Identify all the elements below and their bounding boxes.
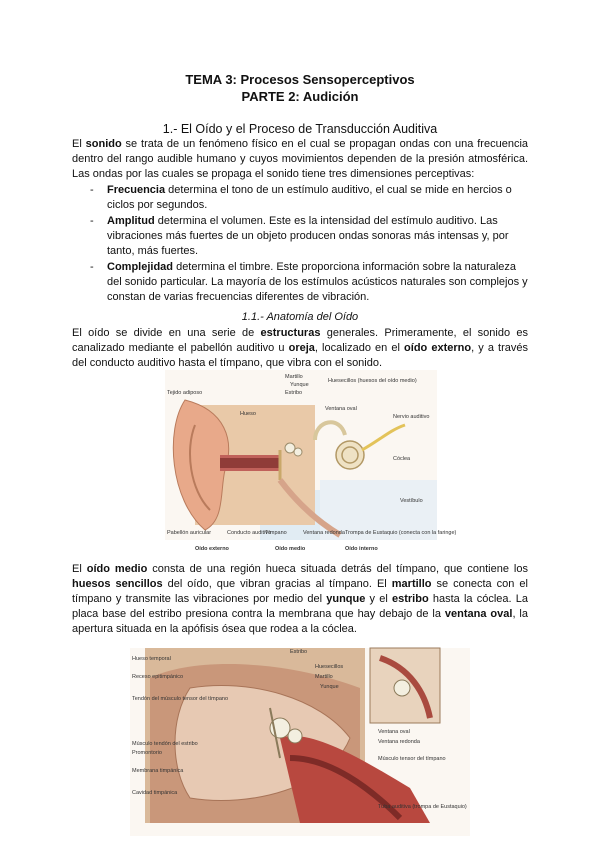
list-item: - Frecuencia determina el tono de un estímulo auditivo, el cual se mide en hercios o ciclos por segundos. (90, 184, 512, 211)
label-trompa: Tuba auditiva (trompa de Eustaquio) (378, 804, 467, 810)
document-title: TEMA 3: Procesos Sensoperceptivos (185, 72, 415, 87)
label-nervio: Nervio auditivo (393, 414, 430, 420)
label-ventana-oval: Ventana oval (378, 729, 410, 735)
label-cavidad: Cavidad timpánica (132, 790, 178, 796)
label-hueso-temporal: Hueso temporal (132, 656, 171, 662)
ear-anatomy-figure (165, 370, 457, 555)
label-oido-externo: Oído externo (195, 546, 229, 552)
label-membrana: Membrana timpánica (132, 768, 184, 774)
label-timpano: Tímpano (265, 530, 287, 536)
dimensions-list (72, 183, 528, 306)
label-conducto: Conducto auditivo (227, 530, 272, 536)
label-ventana-oval: Ventana oval (325, 406, 357, 412)
list-item: - Complejidad determina el timbre. Este proporciona información sobre la naturaleza del sonido particular. La mayoría de los estímulos acústicos naturales son complejos y constan de varias frecuencias diferentes de vibración. (90, 261, 528, 303)
label-hueso: Hueso (240, 411, 256, 417)
middle-ear-paragraph: El oído medio consta de una región hueca situada detrás del tímpano, que contiene los huesos sencillos del oído, que vibran gracias al tímpano. El martillo se conecta con el tímpano y transmite las vibraciones por medio del yunque y el estribo hasta la cóclea. La placa base del estribo presiona contra la membrana que hay debajo de la ventana oval, la apertura situada en la apófisis ósea que rodea a la cóclea. (72, 563, 529, 635)
document-subtitle: PARTE 2: Audición (241, 89, 359, 104)
label-coclea: Cóclea (393, 456, 411, 462)
label-tensor: Tendón del músculo tensor del tímpano (132, 696, 229, 702)
intro-paragraph: El sonido se trata de un fenómeno físico en el cual se propagan ondas con una frecuencia dentro del rango audible humano y cuyos movimientos dependen de la presión atmosférica. Las ondas por las cuales se propaga el sonido tiene tres dimensiones perceptivas: (72, 138, 528, 180)
label-ventana-redonda: Ventana redonda (378, 739, 420, 745)
label-vestibulo: Vestíbulo (400, 498, 423, 504)
label-estribo: Estribo (285, 390, 303, 396)
label-martillo: Martillo (285, 374, 303, 380)
label-musculo-tensor: Músculo tensor del tímpano (378, 756, 446, 762)
label-estribo: Estribo (290, 649, 308, 655)
label-musculo-estribo: Músculo tendón del estribo (132, 741, 198, 747)
subsection-heading: 1.1.- Anatomía del Oído (241, 311, 359, 323)
label-ventana-redonda: Ventana redonda (303, 530, 345, 536)
label-yunque: Yunque (320, 684, 339, 690)
middle-ear-figure (130, 648, 470, 836)
list-item: - Amplitud determina el volumen. Este es la intensidad del estímulo auditivo. Las vibraciones más fuertes de un objeto producen ondas sonoras más intensas y, por tanto, más fuertes. (90, 215, 509, 257)
anatomy-paragraph: El oído se divide en una serie de estructuras generales. Primeramente, el sonido es canalizado mediante el pabellón auditivo u oreja, localizado en el oído externo, y a través del conducto auditivo hasta el tímpano, que vibra con el sonido. (72, 327, 529, 369)
label-pabellon: Pabellón auricular (167, 530, 212, 536)
label-huesecillos: Huesecillos (huesos del oído medio) (328, 378, 417, 384)
label-trompa: Trompa de Eustaquio (conecta con la faringe) (345, 530, 457, 536)
label-yunque: Yunque (290, 382, 309, 388)
label-oido-interno: Oído interno (345, 546, 378, 552)
label-tejido: Tejido adiposo (167, 390, 203, 396)
label-martillo: Martillo (315, 674, 333, 680)
label-promontorio: Promontorio (132, 750, 162, 756)
label-oido-medio: Oído medio (275, 546, 306, 552)
label-huesecillos: Huesecillos (315, 664, 344, 670)
section-heading: 1.- El Oído y el Proceso de Transducción Auditiva (162, 122, 438, 136)
label-receso: Receso epitimpánico (132, 674, 184, 680)
